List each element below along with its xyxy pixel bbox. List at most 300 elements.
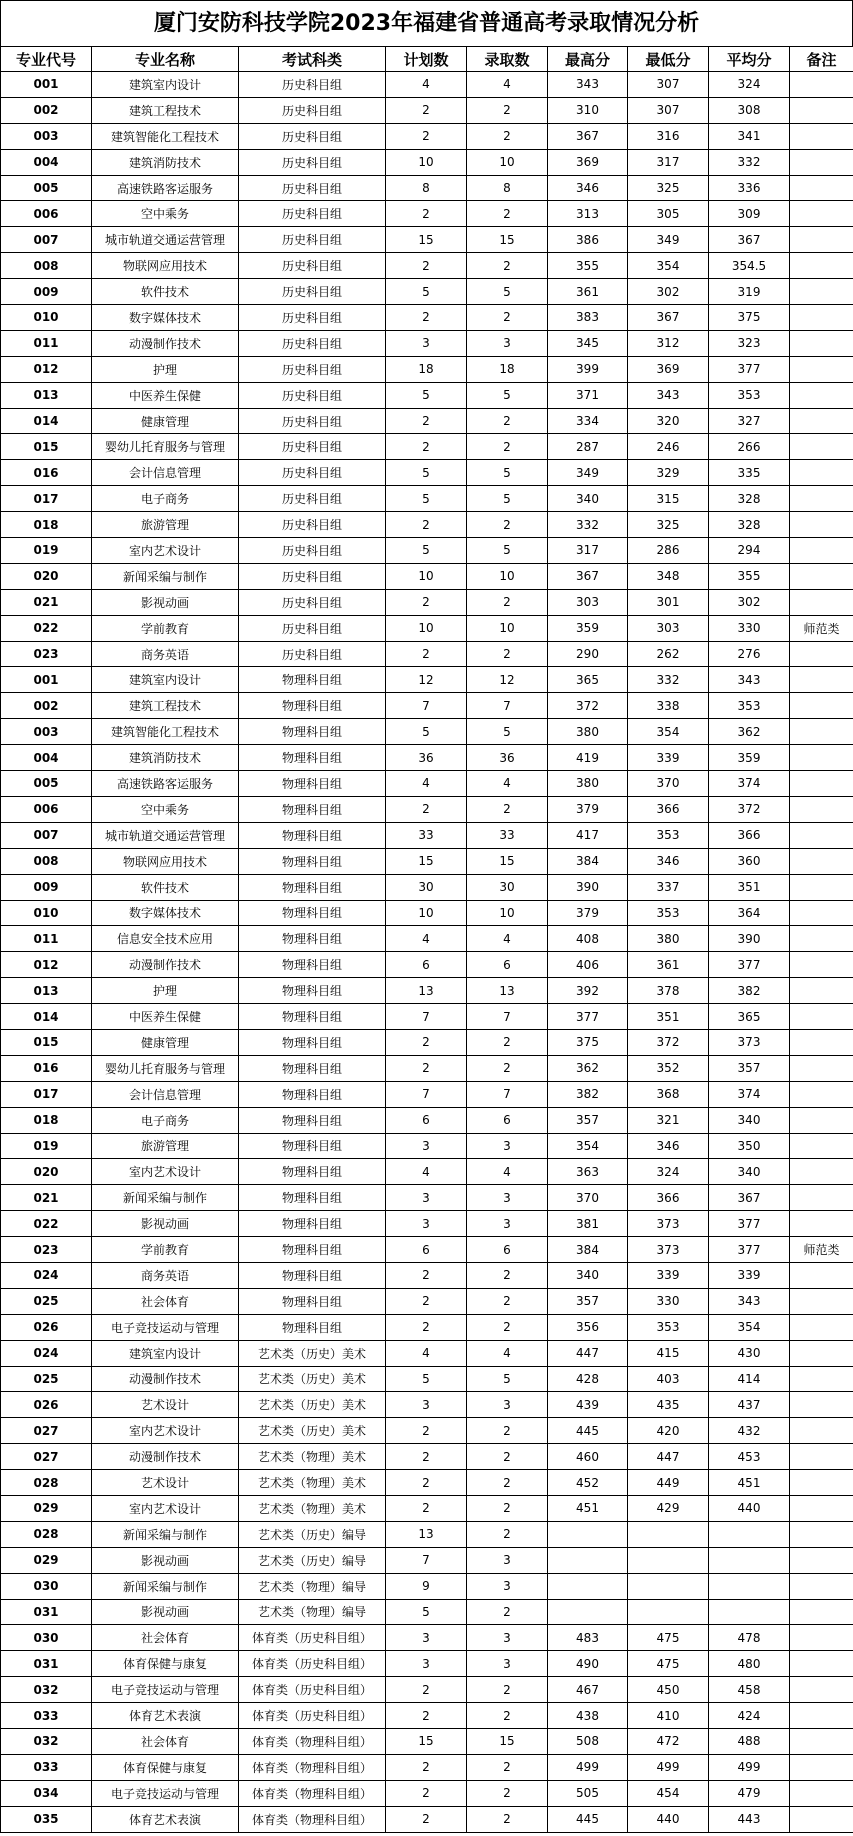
cell-max-score: 343 — [548, 72, 628, 98]
cell-min-score: 312 — [628, 330, 709, 356]
cell-avg-score: 432 — [709, 1418, 790, 1444]
cell-major-name: 中医养生保健 — [92, 1004, 239, 1030]
cell-max-score: 354 — [548, 1133, 628, 1159]
cell-min-score: 325 — [628, 512, 709, 538]
cell-plan-count: 2 — [386, 1677, 467, 1703]
cell-major-name: 电子商务 — [92, 486, 239, 512]
cell-min-score: 429 — [628, 1495, 709, 1521]
cell-major-name: 电子商务 — [92, 1107, 239, 1133]
cell-avg-score: 340 — [709, 1107, 790, 1133]
cell-min-score — [628, 1521, 709, 1547]
cell-remarks — [790, 486, 853, 512]
cell-plan-count: 5 — [386, 719, 467, 745]
cell-major-code: 016 — [1, 460, 92, 486]
cell-admitted-count: 5 — [467, 538, 548, 564]
cell-plan-count: 4 — [386, 771, 467, 797]
cell-major-code: 025 — [1, 1366, 92, 1392]
cell-max-score: 332 — [548, 512, 628, 538]
cell-exam-category: 物理科目组 — [239, 848, 386, 874]
cell-admitted-count: 2 — [467, 434, 548, 460]
cell-remarks — [790, 926, 853, 952]
cell-exam-category: 体育类（历史科目组） — [239, 1625, 386, 1651]
cell-admitted-count: 2 — [467, 97, 548, 123]
cell-major-name: 室内艺术设计 — [92, 1159, 239, 1185]
cell-major-code: 007 — [1, 227, 92, 253]
cell-major-name: 商务英语 — [92, 1262, 239, 1288]
cell-exam-category: 历史科目组 — [239, 227, 386, 253]
cell-major-name: 健康管理 — [92, 1029, 239, 1055]
cell-remarks — [790, 796, 853, 822]
cell-major-name: 体育保健与康复 — [92, 1754, 239, 1780]
cell-remarks — [790, 1599, 853, 1625]
cell-exam-category: 历史科目组 — [239, 434, 386, 460]
cell-plan-count: 18 — [386, 356, 467, 382]
cell-max-score: 303 — [548, 589, 628, 615]
cell-avg-score: 430 — [709, 1340, 790, 1366]
table-row — [1, 1547, 853, 1573]
cell-major-code: 020 — [1, 1159, 92, 1185]
cell-exam-category: 历史科目组 — [239, 305, 386, 331]
cell-exam-category: 艺术类（历史）美术 — [239, 1340, 386, 1366]
cell-max-score — [548, 1521, 628, 1547]
cell-max-score — [548, 1547, 628, 1573]
cell-remarks — [790, 1418, 853, 1444]
cell-major-code: 012 — [1, 952, 92, 978]
cell-avg-score: 437 — [709, 1392, 790, 1418]
cell-remarks — [790, 1521, 853, 1547]
cell-avg-score: 414 — [709, 1366, 790, 1392]
cell-admitted-count: 2 — [467, 408, 548, 434]
cell-admitted-count: 2 — [467, 305, 548, 331]
cell-major-code: 028 — [1, 1470, 92, 1496]
cell-remarks — [790, 72, 853, 98]
table-row — [1, 667, 853, 693]
header-remarks: 备注 — [790, 47, 853, 72]
cell-major-name: 影视动画 — [92, 589, 239, 615]
cell-remarks — [790, 952, 853, 978]
cell-exam-category: 历史科目组 — [239, 382, 386, 408]
cell-min-score: 352 — [628, 1055, 709, 1081]
cell-plan-count: 13 — [386, 1521, 467, 1547]
cell-plan-count: 9 — [386, 1573, 467, 1599]
cell-min-score: 354 — [628, 719, 709, 745]
cell-max-score: 310 — [548, 97, 628, 123]
cell-min-score: 353 — [628, 1314, 709, 1340]
table-row — [1, 848, 853, 874]
cell-major-code: 004 — [1, 745, 92, 771]
cell-exam-category: 物理科目组 — [239, 1029, 386, 1055]
cell-min-score: 320 — [628, 408, 709, 434]
cell-major-code: 019 — [1, 538, 92, 564]
cell-min-score: 317 — [628, 149, 709, 175]
cell-major-code: 015 — [1, 434, 92, 460]
cell-plan-count: 2 — [386, 512, 467, 538]
cell-exam-category: 历史科目组 — [239, 356, 386, 382]
cell-avg-score: 390 — [709, 926, 790, 952]
cell-major-name: 数字媒体技术 — [92, 305, 239, 331]
cell-admitted-count: 15 — [467, 848, 548, 874]
cell-major-code: 029 — [1, 1547, 92, 1573]
cell-major-code: 018 — [1, 1107, 92, 1133]
cell-plan-count: 6 — [386, 1237, 467, 1263]
table-row — [1, 952, 853, 978]
cell-min-score: 246 — [628, 434, 709, 460]
cell-exam-category: 物理科目组 — [239, 1159, 386, 1185]
cell-avg-score: 373 — [709, 1029, 790, 1055]
cell-max-score: 483 — [548, 1625, 628, 1651]
cell-plan-count: 7 — [386, 1004, 467, 1030]
table-row — [1, 305, 853, 331]
table-row — [1, 1211, 853, 1237]
cell-major-code: 028 — [1, 1521, 92, 1547]
cell-exam-category: 历史科目组 — [239, 149, 386, 175]
cell-remarks — [790, 900, 853, 926]
cell-major-name: 高速铁路客运服务 — [92, 175, 239, 201]
cell-major-name: 社会体育 — [92, 1288, 239, 1314]
cell-avg-score: 377 — [709, 952, 790, 978]
cell-admitted-count: 10 — [467, 900, 548, 926]
cell-max-score: 357 — [548, 1288, 628, 1314]
cell-major-code: 009 — [1, 874, 92, 900]
cell-max-score: 359 — [548, 615, 628, 641]
cell-plan-count: 10 — [386, 900, 467, 926]
cell-remarks — [790, 97, 853, 123]
table-row — [1, 1262, 853, 1288]
header-avg-score: 平均分 — [709, 47, 790, 72]
cell-plan-count: 3 — [386, 330, 467, 356]
cell-plan-count: 6 — [386, 952, 467, 978]
cell-min-score: 324 — [628, 1159, 709, 1185]
cell-admitted-count: 7 — [467, 1081, 548, 1107]
header-max-score: 最高分 — [548, 47, 628, 72]
cell-major-code: 024 — [1, 1340, 92, 1366]
cell-min-score: 330 — [628, 1288, 709, 1314]
cell-plan-count: 5 — [386, 1366, 467, 1392]
cell-plan-count: 5 — [386, 1599, 467, 1625]
cell-min-score: 472 — [628, 1729, 709, 1755]
cell-plan-count: 5 — [386, 279, 467, 305]
table-row — [1, 589, 853, 615]
table-row — [1, 1625, 853, 1651]
cell-max-score — [548, 1573, 628, 1599]
cell-plan-count: 2 — [386, 589, 467, 615]
cell-remarks — [790, 1055, 853, 1081]
cell-exam-category: 物理科目组 — [239, 745, 386, 771]
cell-major-name: 建筑室内设计 — [92, 667, 239, 693]
table-row — [1, 641, 853, 667]
cell-major-code: 001 — [1, 667, 92, 693]
cell-plan-count: 7 — [386, 693, 467, 719]
table-row — [1, 1081, 853, 1107]
cell-major-code: 006 — [1, 796, 92, 822]
cell-plan-count: 5 — [386, 538, 467, 564]
cell-plan-count: 13 — [386, 978, 467, 1004]
cell-max-score: 340 — [548, 1262, 628, 1288]
cell-major-code: 027 — [1, 1418, 92, 1444]
cell-plan-count: 36 — [386, 745, 467, 771]
cell-major-name: 社会体育 — [92, 1729, 239, 1755]
cell-plan-count: 2 — [386, 1314, 467, 1340]
cell-avg-score: 424 — [709, 1703, 790, 1729]
cell-plan-count: 2 — [386, 1444, 467, 1470]
table-row — [1, 1366, 853, 1392]
cell-plan-count: 3 — [386, 1211, 467, 1237]
cell-avg-score: 330 — [709, 615, 790, 641]
table-body — [1, 72, 853, 1833]
cell-max-score: 445 — [548, 1418, 628, 1444]
cell-major-name: 软件技术 — [92, 874, 239, 900]
cell-exam-category: 物理科目组 — [239, 693, 386, 719]
cell-major-name: 动漫制作技术 — [92, 330, 239, 356]
cell-avg-score: 302 — [709, 589, 790, 615]
cell-plan-count: 3 — [386, 1185, 467, 1211]
cell-max-score: 460 — [548, 1444, 628, 1470]
cell-exam-category: 艺术类（物理）编导 — [239, 1573, 386, 1599]
table-row — [1, 563, 853, 589]
cell-remarks — [790, 460, 853, 486]
table-row — [1, 1055, 853, 1081]
cell-remarks — [790, 1288, 853, 1314]
cell-exam-category: 物理科目组 — [239, 1004, 386, 1030]
cell-max-score: 349 — [548, 460, 628, 486]
cell-major-name: 建筑智能化工程技术 — [92, 719, 239, 745]
table-row — [1, 1237, 853, 1263]
cell-plan-count: 3 — [386, 1392, 467, 1418]
cell-min-score — [628, 1573, 709, 1599]
cell-min-score: 346 — [628, 1133, 709, 1159]
cell-min-score: 499 — [628, 1754, 709, 1780]
cell-plan-count: 15 — [386, 227, 467, 253]
cell-max-score: 375 — [548, 1029, 628, 1055]
cell-avg-score: 488 — [709, 1729, 790, 1755]
cell-min-score: 454 — [628, 1780, 709, 1806]
cell-max-score: 370 — [548, 1185, 628, 1211]
cell-max-score: 369 — [548, 149, 628, 175]
cell-plan-count: 4 — [386, 1159, 467, 1185]
cell-major-name: 软件技术 — [92, 279, 239, 305]
cell-major-code: 022 — [1, 1211, 92, 1237]
cell-max-score: 392 — [548, 978, 628, 1004]
table-row — [1, 538, 853, 564]
cell-admitted-count: 6 — [467, 1237, 548, 1263]
cell-remarks — [790, 1211, 853, 1237]
cell-admitted-count: 2 — [467, 589, 548, 615]
cell-major-name: 室内艺术设计 — [92, 538, 239, 564]
cell-min-score — [628, 1547, 709, 1573]
cell-plan-count: 10 — [386, 149, 467, 175]
cell-major-name: 学前教育 — [92, 615, 239, 641]
cell-avg-score: 353 — [709, 382, 790, 408]
cell-plan-count: 10 — [386, 615, 467, 641]
cell-avg-score — [709, 1521, 790, 1547]
cell-admitted-count: 15 — [467, 227, 548, 253]
cell-remarks — [790, 589, 853, 615]
cell-exam-category: 物理科目组 — [239, 1185, 386, 1211]
cell-exam-category: 历史科目组 — [239, 279, 386, 305]
cell-major-name: 新闻采编与制作 — [92, 1521, 239, 1547]
cell-remarks — [790, 356, 853, 382]
cell-plan-count: 3 — [386, 1625, 467, 1651]
cell-major-name: 社会体育 — [92, 1625, 239, 1651]
cell-admitted-count: 2 — [467, 1055, 548, 1081]
cell-min-score: 420 — [628, 1418, 709, 1444]
cell-major-code: 014 — [1, 1004, 92, 1030]
cell-remarks — [790, 201, 853, 227]
cell-remarks — [790, 1703, 853, 1729]
cell-avg-score: 309 — [709, 201, 790, 227]
cell-admitted-count: 2 — [467, 201, 548, 227]
cell-admitted-count: 18 — [467, 356, 548, 382]
table-row — [1, 382, 853, 408]
cell-exam-category: 历史科目组 — [239, 563, 386, 589]
cell-major-code: 035 — [1, 1806, 92, 1832]
cell-remarks — [790, 1029, 853, 1055]
cell-admitted-count: 6 — [467, 952, 548, 978]
cell-min-score: 339 — [628, 1262, 709, 1288]
cell-admitted-count: 2 — [467, 1677, 548, 1703]
cell-min-score — [628, 1599, 709, 1625]
cell-major-name: 动漫制作技术 — [92, 1444, 239, 1470]
cell-min-score: 368 — [628, 1081, 709, 1107]
cell-max-score: 290 — [548, 641, 628, 667]
cell-plan-count: 5 — [386, 382, 467, 408]
cell-admitted-count: 3 — [467, 1392, 548, 1418]
cell-avg-score: 335 — [709, 460, 790, 486]
table-row — [1, 1004, 853, 1030]
cell-min-score: 354 — [628, 253, 709, 279]
cell-min-score: 286 — [628, 538, 709, 564]
cell-avg-score — [709, 1547, 790, 1573]
table-row — [1, 1573, 853, 1599]
header-row — [1, 47, 853, 72]
cell-min-score: 403 — [628, 1366, 709, 1392]
cell-max-score: 380 — [548, 771, 628, 797]
cell-admitted-count: 5 — [467, 719, 548, 745]
cell-min-score: 367 — [628, 305, 709, 331]
cell-remarks — [790, 1133, 853, 1159]
cell-max-score: 508 — [548, 1729, 628, 1755]
cell-major-code: 006 — [1, 201, 92, 227]
cell-min-score: 410 — [628, 1703, 709, 1729]
table-row — [1, 175, 853, 201]
cell-min-score: 348 — [628, 563, 709, 589]
cell-major-name: 建筑室内设计 — [92, 72, 239, 98]
cell-exam-category: 体育类（物理科目组） — [239, 1806, 386, 1832]
table-row — [1, 615, 853, 641]
cell-remarks — [790, 822, 853, 848]
cell-remarks — [790, 1262, 853, 1288]
cell-avg-score: 443 — [709, 1806, 790, 1832]
cell-admitted-count: 4 — [467, 1340, 548, 1366]
cell-max-score: 363 — [548, 1159, 628, 1185]
cell-exam-category: 物理科目组 — [239, 952, 386, 978]
cell-major-code: 034 — [1, 1780, 92, 1806]
cell-avg-score: 362 — [709, 719, 790, 745]
cell-avg-score: 294 — [709, 538, 790, 564]
cell-major-name: 学前教育 — [92, 1237, 239, 1263]
cell-admitted-count: 33 — [467, 822, 548, 848]
table-row — [1, 1806, 853, 1832]
table-row — [1, 771, 853, 797]
cell-min-score: 380 — [628, 926, 709, 952]
cell-admitted-count: 2 — [467, 253, 548, 279]
cell-max-score: 386 — [548, 227, 628, 253]
table-row — [1, 123, 853, 149]
cell-avg-score: 328 — [709, 486, 790, 512]
cell-plan-count: 7 — [386, 1081, 467, 1107]
cell-major-code: 003 — [1, 123, 92, 149]
cell-plan-count: 2 — [386, 408, 467, 434]
cell-plan-count: 2 — [386, 305, 467, 331]
cell-remarks — [790, 382, 853, 408]
cell-exam-category: 物理科目组 — [239, 1314, 386, 1340]
cell-major-code: 017 — [1, 486, 92, 512]
cell-major-code: 032 — [1, 1729, 92, 1755]
cell-major-name: 体育艺术表演 — [92, 1806, 239, 1832]
cell-admitted-count: 2 — [467, 796, 548, 822]
cell-admitted-count: 10 — [467, 615, 548, 641]
cell-min-score: 449 — [628, 1470, 709, 1496]
cell-major-name: 护理 — [92, 978, 239, 1004]
cell-remarks — [790, 1444, 853, 1470]
cell-remarks — [790, 1340, 853, 1366]
cell-major-name: 新闻采编与制作 — [92, 1185, 239, 1211]
cell-major-name: 中医养生保健 — [92, 382, 239, 408]
cell-exam-category: 历史科目组 — [239, 589, 386, 615]
cell-plan-count: 2 — [386, 1495, 467, 1521]
cell-max-score: 371 — [548, 382, 628, 408]
cell-remarks — [790, 305, 853, 331]
cell-min-score: 447 — [628, 1444, 709, 1470]
cell-exam-category: 历史科目组 — [239, 641, 386, 667]
cell-major-name: 建筑消防技术 — [92, 149, 239, 175]
cell-min-score: 369 — [628, 356, 709, 382]
cell-exam-category: 物理科目组 — [239, 1237, 386, 1263]
cell-major-code: 033 — [1, 1754, 92, 1780]
cell-plan-count: 2 — [386, 201, 467, 227]
cell-admitted-count: 3 — [467, 1625, 548, 1651]
cell-min-score: 475 — [628, 1651, 709, 1677]
cell-remarks — [790, 1754, 853, 1780]
cell-max-score: 451 — [548, 1495, 628, 1521]
cell-exam-category: 艺术类（历史）美术 — [239, 1418, 386, 1444]
cell-exam-category: 体育类（物理科目组） — [239, 1729, 386, 1755]
cell-major-code: 009 — [1, 279, 92, 305]
cell-major-code: 020 — [1, 563, 92, 589]
cell-min-score: 361 — [628, 952, 709, 978]
cell-min-score: 450 — [628, 1677, 709, 1703]
table-row — [1, 978, 853, 1004]
cell-max-score: 377 — [548, 1004, 628, 1030]
cell-remarks — [790, 848, 853, 874]
cell-plan-count: 2 — [386, 1288, 467, 1314]
cell-admitted-count: 2 — [467, 1418, 548, 1444]
cell-remarks — [790, 253, 853, 279]
cell-avg-score: 354.5 — [709, 253, 790, 279]
table-row — [1, 1029, 853, 1055]
cell-max-score: 417 — [548, 822, 628, 848]
cell-remarks — [790, 1470, 853, 1496]
cell-major-name: 艺术设计 — [92, 1392, 239, 1418]
cell-major-name: 电子竞技运动与管理 — [92, 1677, 239, 1703]
cell-avg-score: 377 — [709, 1237, 790, 1263]
cell-max-score: 346 — [548, 175, 628, 201]
cell-max-score: 447 — [548, 1340, 628, 1366]
cell-min-score: 440 — [628, 1806, 709, 1832]
cell-exam-category: 历史科目组 — [239, 123, 386, 149]
cell-avg-score: 453 — [709, 1444, 790, 1470]
cell-exam-category: 历史科目组 — [239, 615, 386, 641]
